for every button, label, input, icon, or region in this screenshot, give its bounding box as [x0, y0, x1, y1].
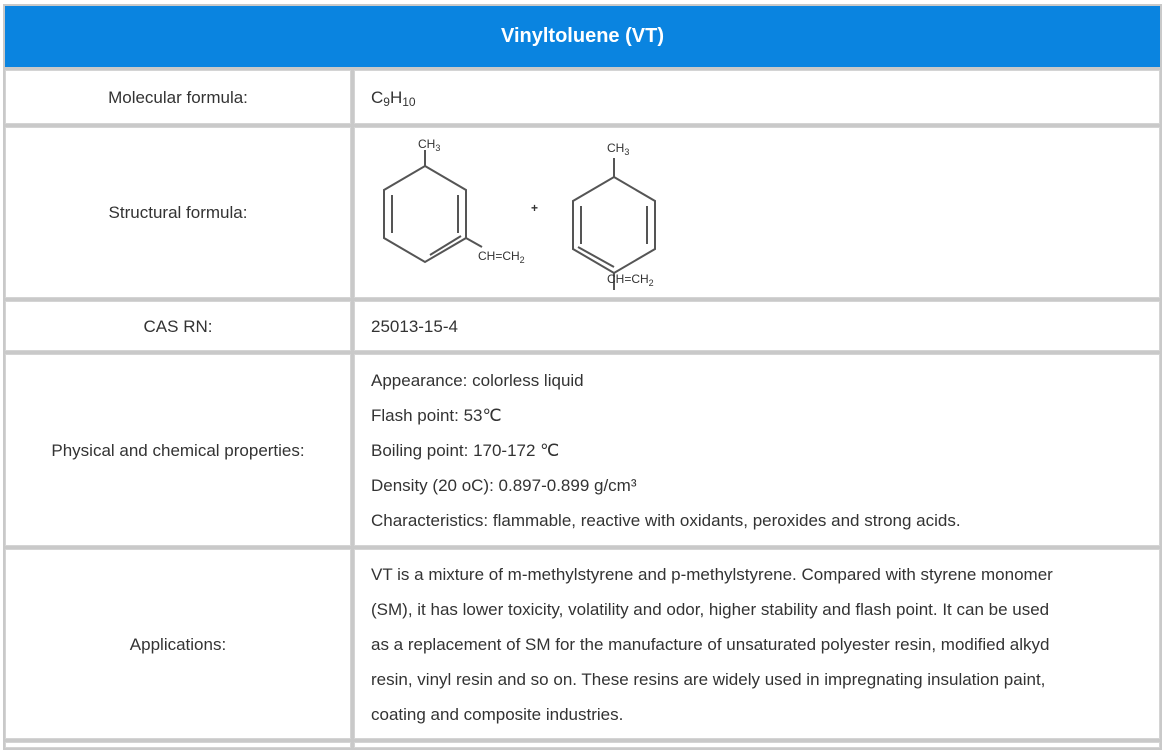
- label-structural-formula: Structural formula:: [5, 127, 351, 298]
- label-cas: CAS RN:: [5, 301, 351, 351]
- property-flash-point: Flash point: 53℃: [371, 405, 502, 425]
- meta-vinyl-bond: [466, 238, 482, 247]
- para-vinyl-label: $CH=CH_2$: [607, 272, 654, 288]
- value-molecular-formula: [354, 70, 1160, 124]
- molecular-formula-text: $C_9H_{10}$: [371, 87, 416, 109]
- label-molecular-formula: Molecular formula:: [5, 70, 351, 124]
- partial-cell: [5, 742, 351, 748]
- property-appearance: Appearance: colorless liquid: [371, 370, 584, 390]
- value-cas: [354, 301, 1160, 351]
- property-density: Density (20 oC): 0.897-0.899 g/cm³: [371, 475, 637, 495]
- plus-sign: +: [531, 201, 539, 215]
- applications-line: VT is a mixture of m-methylstyrene and p-methylstyrene. Compared with styrene monomer: [371, 564, 1053, 584]
- partial-cell: [354, 742, 1160, 748]
- applications-line: (SM), it has lower toxicity, volatility and odor, higher stability and flash point. It can be used: [371, 599, 1050, 619]
- cas-number: 25013-15-4: [371, 316, 458, 336]
- label-applications: Applications:: [5, 549, 351, 739]
- value-applications: [354, 549, 1160, 739]
- applications-line: as a replacement of SM for the manufacture of unsaturated polyester resin, modified alkyd: [371, 634, 1050, 654]
- structural-formula-image: [354, 127, 1160, 298]
- meta-benzene-ring: [384, 166, 466, 262]
- property-boiling-point: Boiling point: 170-172 ℃: [371, 440, 560, 460]
- value-properties: [354, 354, 1160, 546]
- row-cas: [5, 301, 1160, 351]
- label-properties: Physical and chemical properties:: [5, 354, 351, 546]
- properties-table: [3, 4, 1162, 750]
- table-title: Vinyltoluene (VT): [5, 6, 1160, 67]
- meta-ch3-label: $CH_3$: [418, 137, 441, 153]
- para-benzene-ring: [573, 177, 655, 273]
- applications-line: resin, vinyl resin and so on. These resins are widely used in impregnating insulation paint,: [371, 669, 1046, 689]
- applications-line: coating and composite industries.: [371, 704, 624, 724]
- row-molecular-formula: [5, 70, 1160, 124]
- row-structural-formula: [5, 127, 1160, 298]
- row-properties: [5, 354, 1160, 546]
- para-ch3-label: $CH_3$: [607, 141, 630, 157]
- property-characteristics: Characteristics: flammable, reactive with oxidants, peroxides and strong acids.: [371, 510, 961, 530]
- meta-vinyl-label: $CH=CH_2$: [478, 249, 525, 265]
- row-partial: [5, 742, 1160, 748]
- row-applications: [5, 549, 1160, 739]
